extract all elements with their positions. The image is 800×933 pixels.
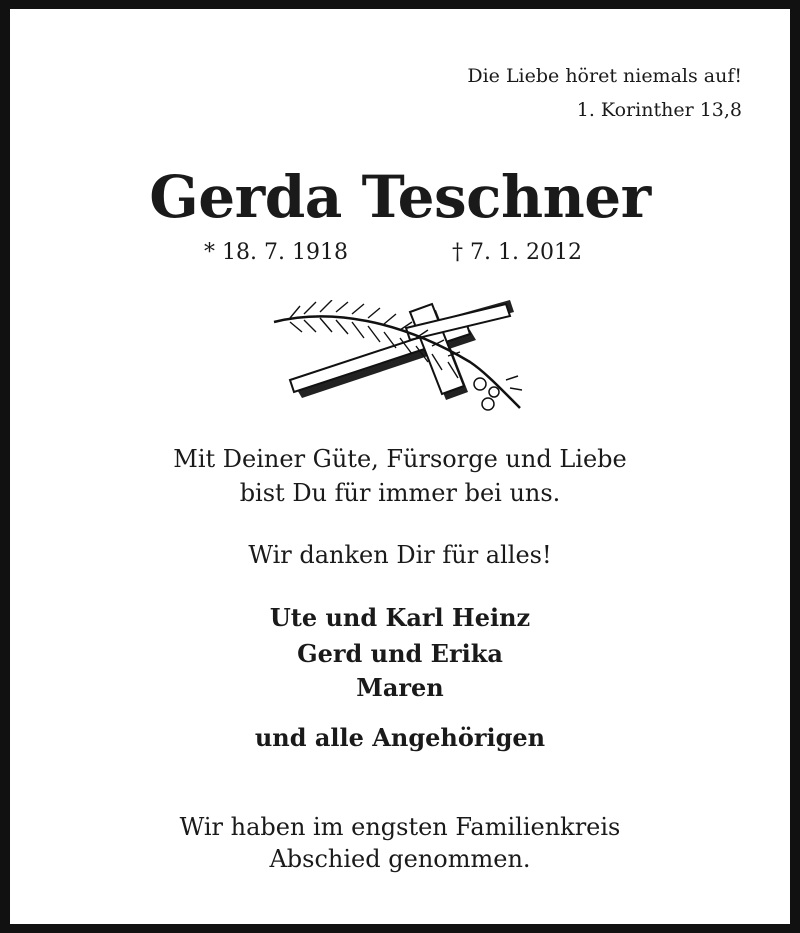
notice-line-2: Abschied genommen. [269, 845, 531, 873]
deceased-name: Gerda Teschner [149, 163, 651, 231]
bible-quote: Die Liebe höret niemals auf! [467, 65, 742, 87]
message-line-1: Mit Deiner Güte, Fürsorge und Liebe [173, 445, 627, 473]
relatives-line: und alle Angehörigen [254, 723, 546, 752]
mourner-name: Ute und Karl Heinz [269, 603, 531, 632]
bible-reference: 1. Korinther 13,8 [576, 99, 742, 121]
notice-line-1: Wir haben im engsten Familienkreis [179, 813, 621, 841]
message-line-2: bist Du für immer bei uns. [239, 479, 561, 507]
mourner-name: Maren [356, 673, 444, 702]
cross-with-palm-frond-icon [270, 300, 530, 418]
mourner-name: Gerd und Erika [297, 639, 503, 668]
death-date: † 7. 1. 2012 [452, 240, 582, 265]
birth-date: * 18. 7. 1918 [204, 240, 348, 265]
thanks-line: Wir danken Dir für alles! [248, 541, 552, 569]
